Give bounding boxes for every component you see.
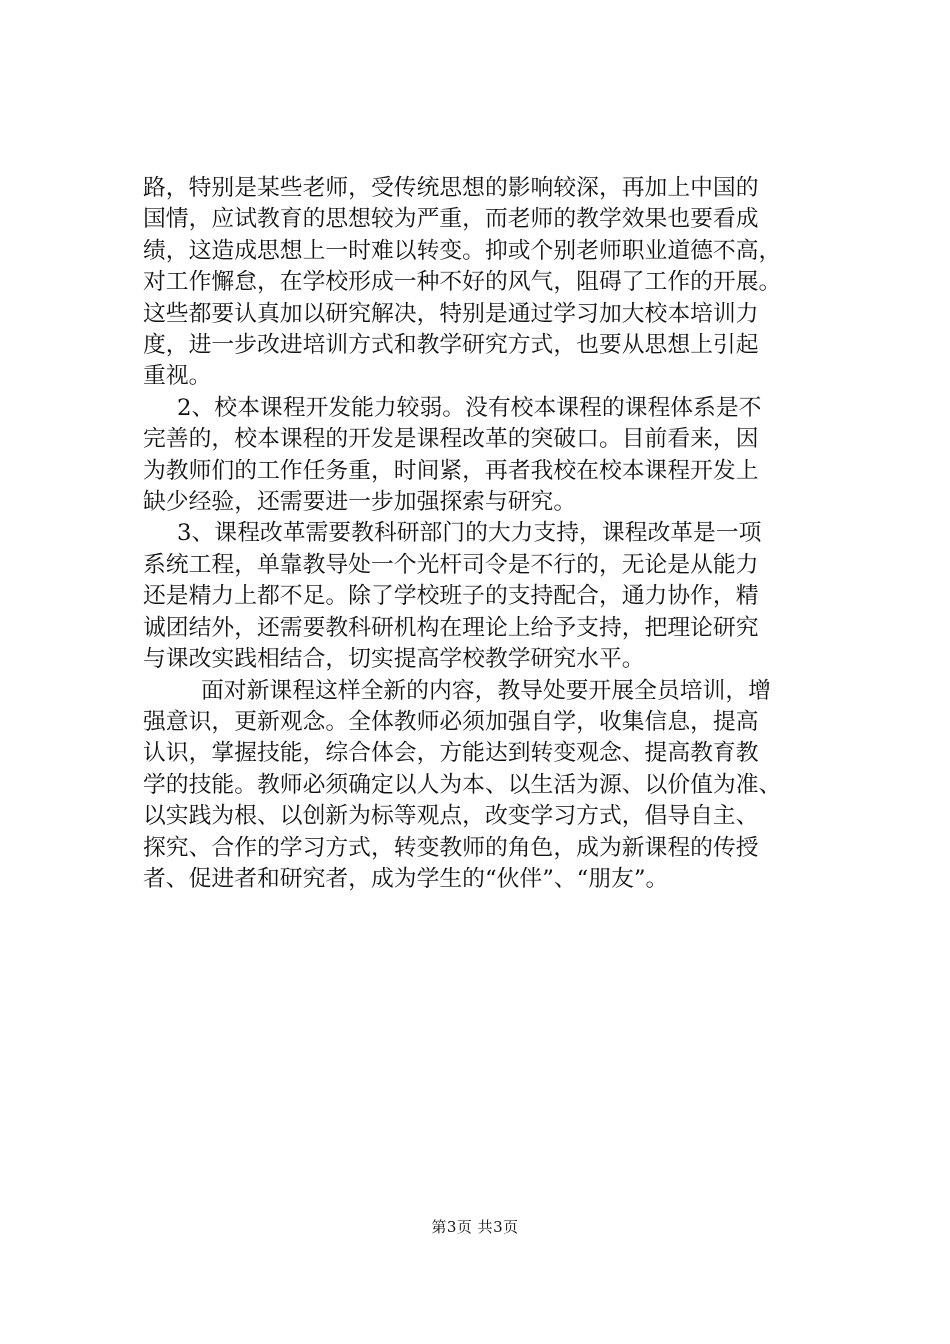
text-line: 与课改实践相结合，切实提高学校教学研究水平。 (143, 646, 645, 673)
text-line: 以实践为根、以创新为标等观点，改变学习方式，倡导自主、 (143, 803, 759, 830)
text-line: 探究、合作的学习方式，转变教师的角色，成为新课程的传授 (143, 834, 759, 861)
text-line: 3、课程改革需要教科研部门的大力支持，课程改革是一项 (177, 520, 762, 547)
paragraph-item-2 (143, 393, 823, 519)
text-line: 度，进一步改进培训方式和教学研究方式，也要从思想上引起 (143, 332, 759, 359)
text-line: 认识，掌握技能，综合体会，方能达到转变观念、提高教育教 (143, 740, 759, 767)
text-line: 国情，应试教育的思想较为严重，而老师的教学效果也要看成 (143, 206, 759, 233)
text-line: 强意识，更新观念。全体教师必须加强自学，收集信息，提高 (143, 708, 759, 735)
page-number-footer: 第3页 共3页 (431, 1218, 519, 1236)
text-line: 者、促进者和研究者，成为学生的“伙伴”、“朋友”。 (143, 865, 669, 892)
text-line: 还是精力上都不足。除了学校班子的支持配合，通力协作，精 (143, 583, 759, 610)
text-line: 这些都要认真加以研究解决，特别是通过学习加大校本培训力 (143, 300, 759, 327)
text-line: 缺少经验，还需要进一步加强探索与研究。 (143, 489, 577, 516)
text-line: 为教师们的工作任务重，时间紧，再者我校在校本课程开发上 (143, 457, 759, 484)
paragraph-item-3 (143, 518, 823, 675)
text-line: 面对新课程这样全新的内容，教导处要开展全员培训，增 (201, 677, 771, 704)
text-line: 学的技能。教师必须确定以人为本、以生活为源、以价值为准、 (143, 771, 782, 798)
text-line: 完善的，校本课程的开发是课程改革的突破口。目前看来，因 (143, 426, 759, 453)
text-line: 路，特别是某些老师，受传统思想的影响较深，再加上中国的 (143, 175, 759, 201)
document-body (143, 173, 823, 895)
paragraph-continuation (143, 173, 823, 393)
text-line: 系统工程，单靠教导处一个光杆司令是不行的，无论是从能力 (143, 551, 759, 578)
text-line: 对工作懈怠，在学校形成一种不好的风气，阻碍了工作的开展。 (143, 269, 782, 296)
text-line: 重视。 (143, 363, 212, 390)
paragraph-conclusion (143, 676, 823, 896)
text-line: 2、校本课程开发能力较弱。没有校本课程的课程体系是不 (177, 394, 762, 421)
text-line: 诚团结外，还需要教科研机构在理论上给予支持，把理论研究 (143, 614, 759, 641)
text-line: 绩，这造成思想上一时难以转变。抑或个别老师职业道德不高， (143, 237, 782, 264)
